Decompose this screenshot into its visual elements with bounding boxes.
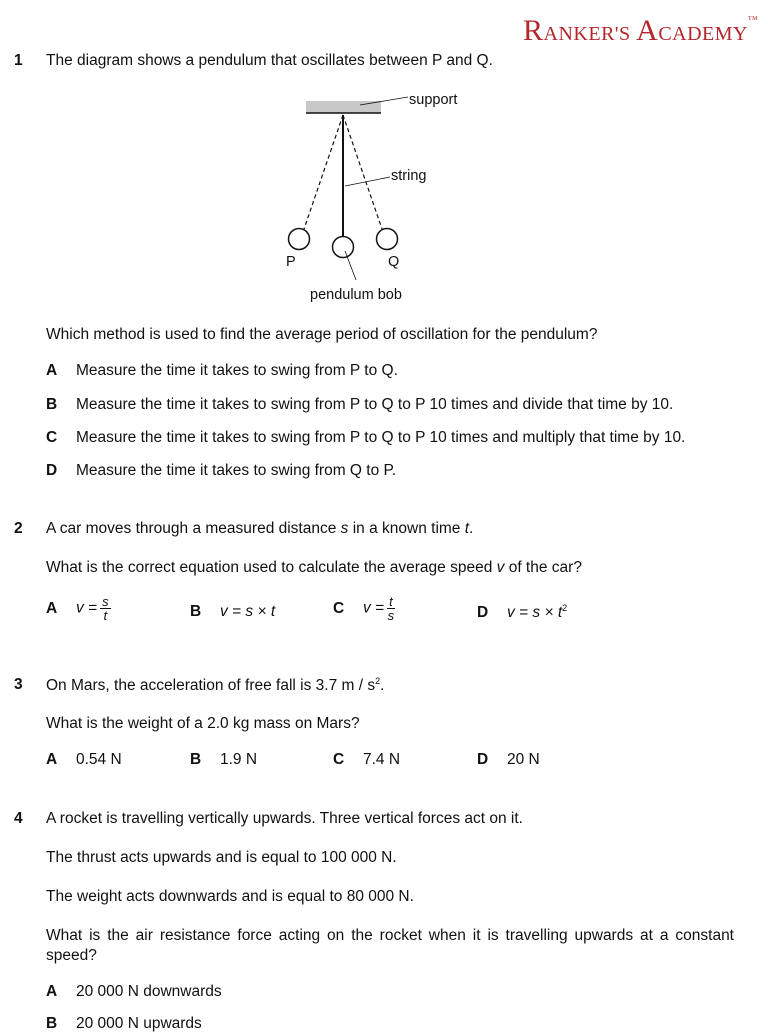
q4-option-b-text: 20 000 N upwards: [76, 1015, 202, 1032]
q3-option-b: B 1.9 N: [190, 751, 258, 768]
question-3-prompt: What is the weight of a 2.0 kg mass on Mars?: [46, 715, 360, 732]
q3-option-a: A 0.54 N: [46, 751, 122, 768]
q1-option-a-letter: A: [46, 362, 58, 379]
question-1-number: 1: [14, 52, 23, 69]
label-q: Q: [388, 254, 400, 270]
pendulum-diagram: [270, 85, 500, 310]
support-bar: [306, 101, 381, 113]
label-p: P: [286, 254, 296, 270]
question-4-thrust: The thrust acts upwards and is equal to 100 000 N.: [46, 849, 397, 866]
q4-option-b-letter: B: [46, 1015, 58, 1032]
q2-option-c: C v = $\frac{t}{s}$: [333, 594, 395, 623]
question-4-number: 4: [14, 810, 23, 827]
q1-option-b-text: Measure the time it takes to swing from P to Q to P 10 times and divide that time by 10.: [76, 396, 674, 413]
q1-option-d-letter: D: [46, 462, 58, 479]
q4-option-a-letter: A: [46, 983, 58, 1000]
q1-option-d-text: Measure the time it takes to swing from Q to P.: [76, 462, 397, 479]
bob-center: [333, 237, 354, 258]
q1-option-a-text: Measure the time it takes to swing from P to Q.: [76, 362, 398, 379]
q2-option-b: B v = s × t: [190, 603, 276, 620]
q1-option-c-text: Measure the time it takes to swing from P to Q to P 10 times and multiply that time by 10.: [76, 429, 686, 446]
question-4-prompt: What is the air resistance force acting on the rocket when it is travelling upwards at a constant speed?: [46, 927, 734, 964]
label-pendulum-bob: pendulum bob: [310, 287, 402, 303]
q3-option-d: D 20 N: [477, 751, 540, 768]
question-1-prompt: Which method is used to find the average period of oscillation for the pendulum?: [46, 326, 598, 343]
string-dashed-p: [304, 115, 343, 229]
q1-option-c-letter: C: [46, 429, 58, 446]
question-2-number: 2: [14, 520, 23, 537]
bob-p: [289, 229, 310, 250]
q2-option-d: D $v = s \times t^2$: [477, 603, 568, 622]
question-4-weight: The weight acts downwards and is equal to 80 000 N.: [46, 888, 414, 905]
rankers-academy-logo: RANKER'S ACADEMY™: [523, 14, 758, 47]
question-1-stem: The diagram shows a pendulum that oscillates between P and Q.: [46, 52, 493, 69]
string-dashed-q: [343, 115, 382, 229]
label-string: string: [391, 168, 427, 184]
question-2-stem: A car moves through a measured distance s in a known time t.: [46, 520, 474, 537]
question-2-prompt: What is the correct equation used to calculate the average speed v of the car?: [46, 559, 582, 576]
q2-option-a: A v = $\frac{s}{t}$: [46, 594, 109, 623]
string-pointer: [345, 177, 390, 186]
question-3-number: 3: [14, 676, 23, 693]
question-4-stem: A rocket is travelling vertically upwards. Three vertical forces act on it.: [46, 810, 523, 827]
q3-option-c: C 7.4 N: [333, 751, 401, 768]
q1-option-b-letter: B: [46, 396, 58, 413]
bob-q: [377, 229, 398, 250]
question-3-stem: On Mars, the acceleration of free fall is 3.7 m / $s^2$.: [46, 676, 385, 695]
label-support: support: [409, 92, 458, 108]
q4-option-a-text: 20 000 N downwards: [76, 983, 222, 1000]
